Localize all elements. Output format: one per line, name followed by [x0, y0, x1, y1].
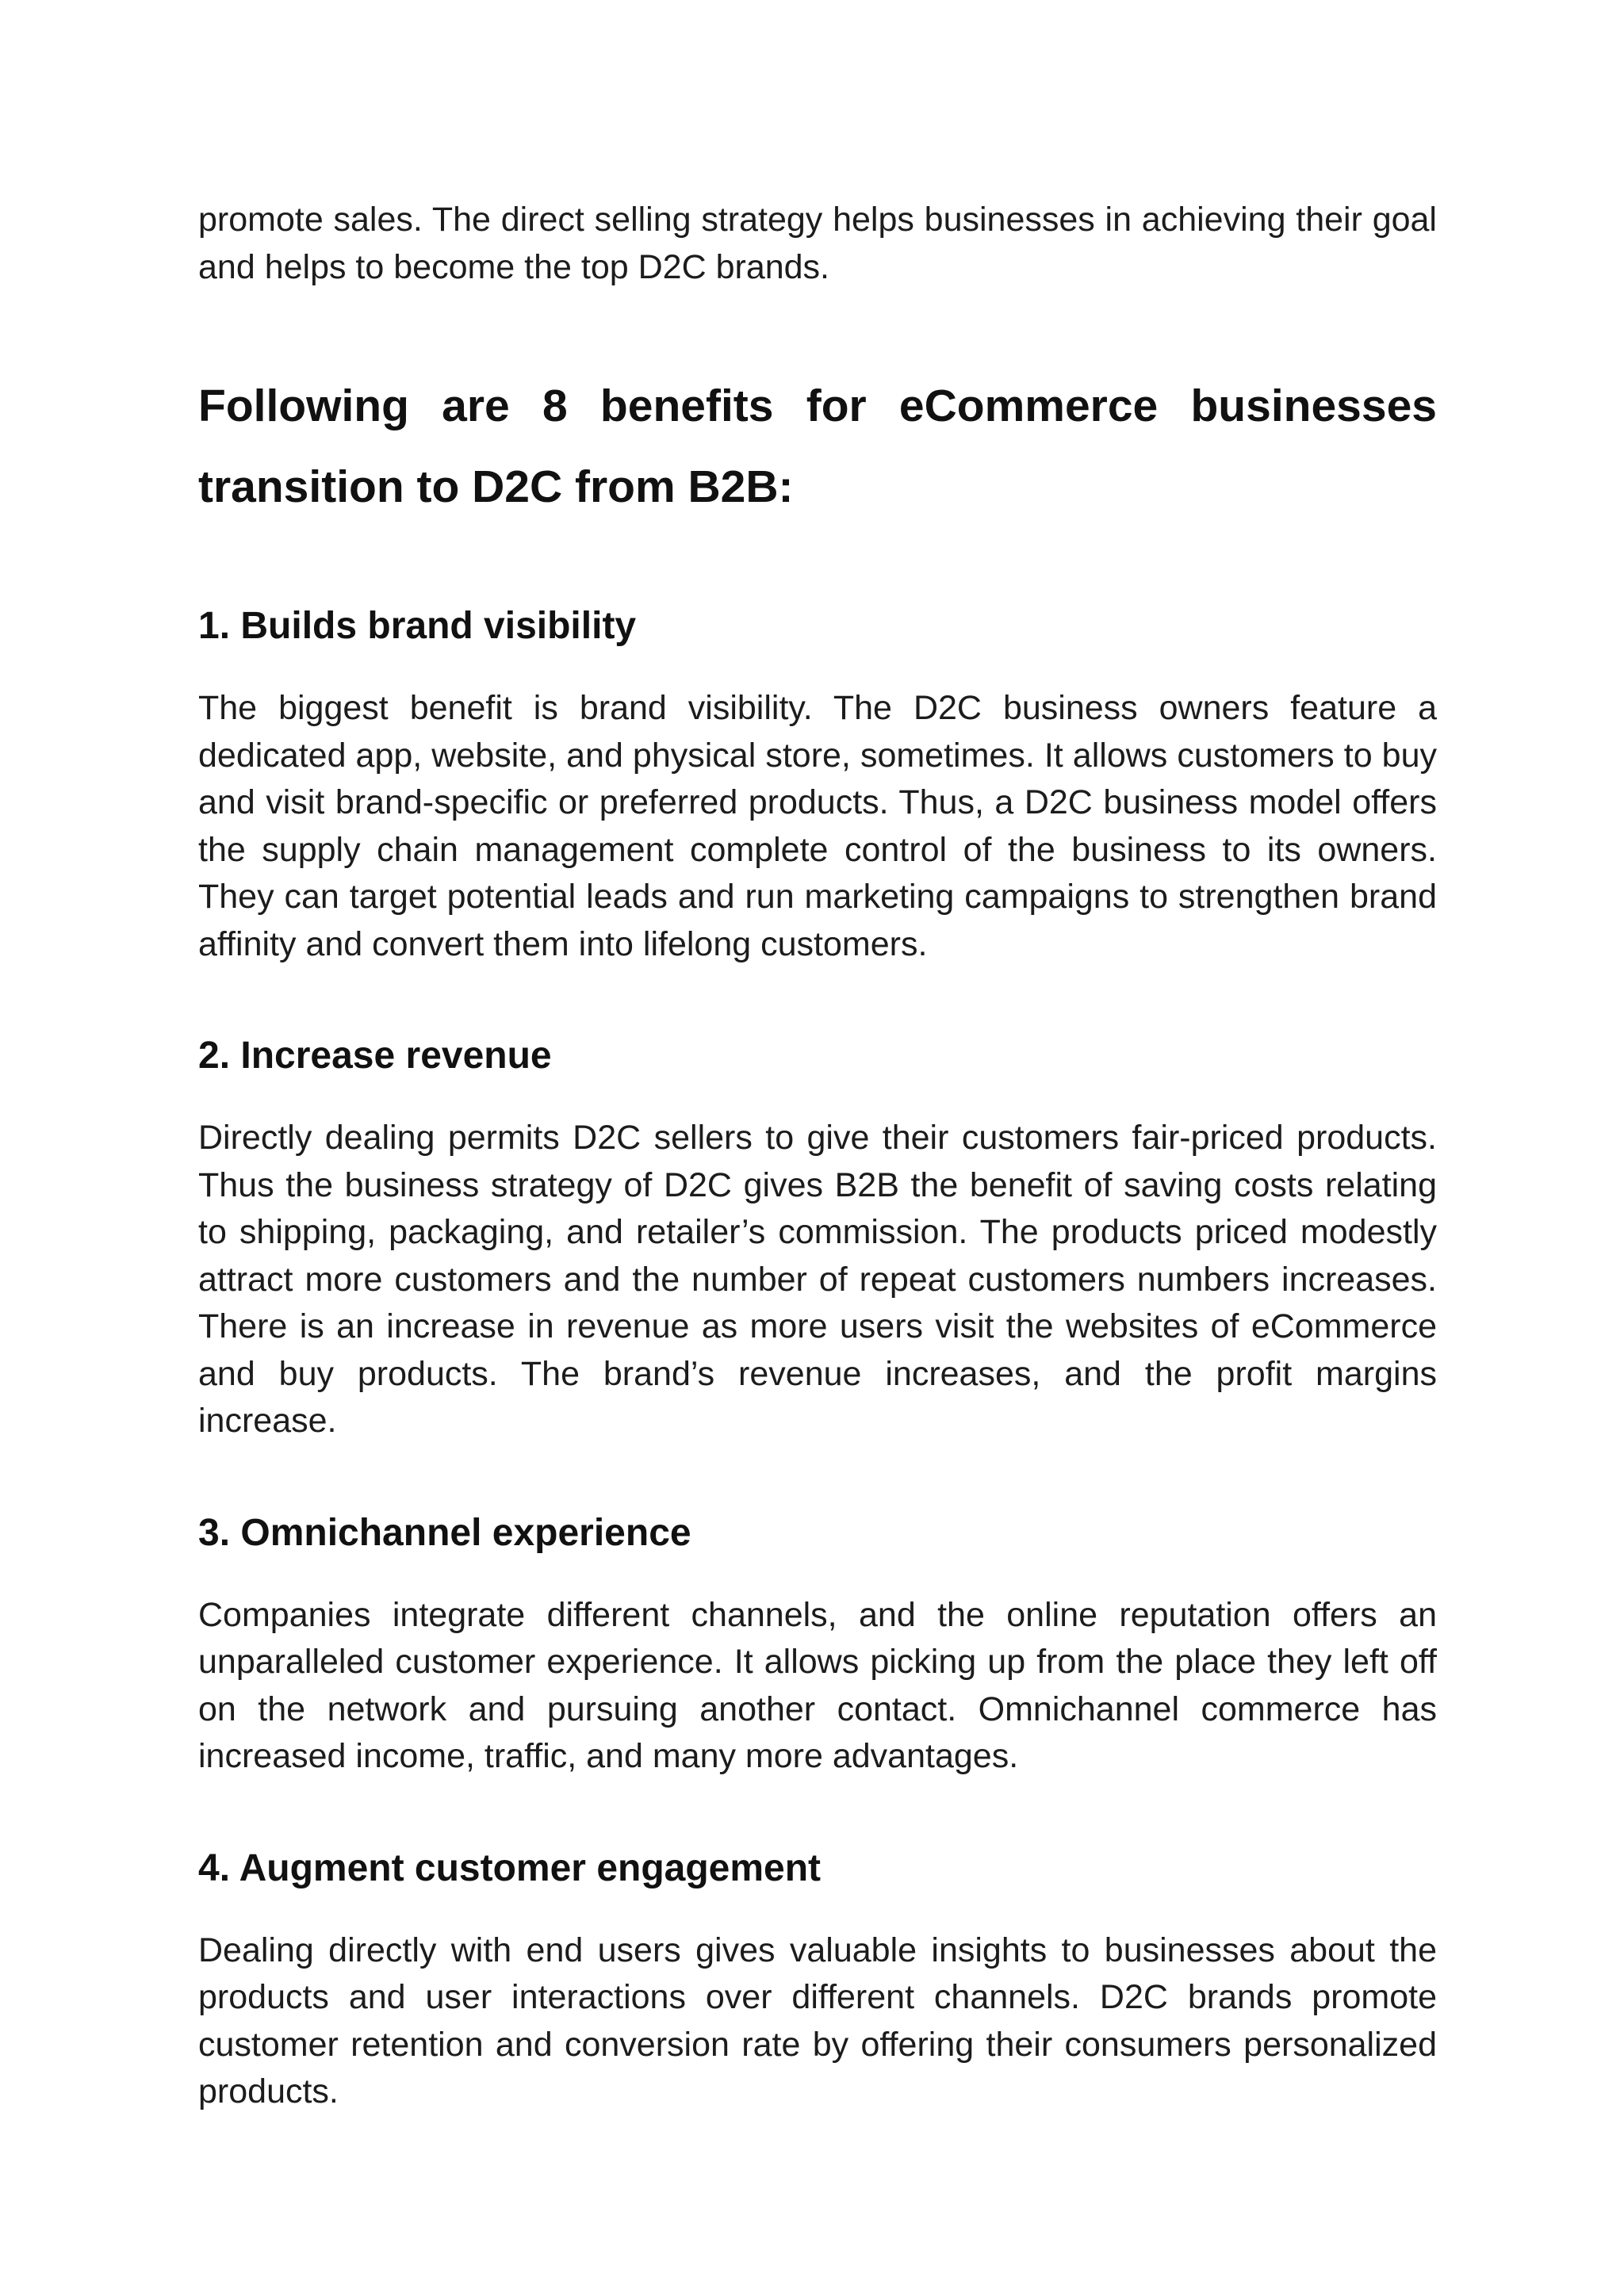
section-body: Companies integrate different channels, and the online reputation offers an unparalleled customer experience. It allows picking up from the place they left off on the network and pursuing another contact. Omnichannel commerce has increased income, traffic, and many more advantages.: [198, 1595, 1437, 1775]
section-body: Directly dealing permits D2C sellers to give their customers fair-priced products. Thus the business strategy of D2C gives B2B the benefit of saving costs relating to shipping, packaging, and retailer’s commission. The products priced modestly attract more customers and the number of repeat customers numbers increases. There is an increase in revenue as more users visit the websites of eCommerce and buy products. The brand’s revenue increases, and the profit margins increase.: [198, 1119, 1437, 1440]
section-increase-revenue: [198, 1032, 1437, 1445]
intro-paragraph: promote sales. The direct selling strategy helps businesses in achieving their goal and helps to become the top D2C brands.: [198, 201, 1437, 286]
section-omnichannel-experience: [198, 1510, 1437, 1781]
section-customer-engagement: [198, 1845, 1437, 2116]
main-heading: Following are 8 benefits for eCommerce businesses transition to D2C from B2B:: [198, 381, 1437, 512]
section-heading: 3. Omnichannel experience: [198, 1511, 691, 1554]
section-brand-visibility: [198, 603, 1437, 968]
document-page: [198, 197, 1437, 2116]
section-heading: 1. Builds brand visibility: [198, 605, 637, 647]
section-heading: 2. Increase revenue: [198, 1035, 552, 1077]
section-heading: 4. Augment customer engagement: [198, 1846, 822, 1889]
section-body: Dealing directly with end users gives valuable insights to businesses about the products and user interactions over different channels. D2C brands promote customer retention and conversion rate by offering their consumers personalized products.: [198, 1931, 1437, 2110]
section-body: The biggest benefit is brand visibility. The D2C business owners feature a dedicated app, website, and physical store, sometimes. It allows customers to buy and visit brand-specific or preferred products. Thus, a D2C business model offers the supply chain management complete control of the business to its owners. They can target potential leads and run marketing campaigns to strengthen brand affinity and convert them into lifelong customers.: [198, 689, 1437, 963]
